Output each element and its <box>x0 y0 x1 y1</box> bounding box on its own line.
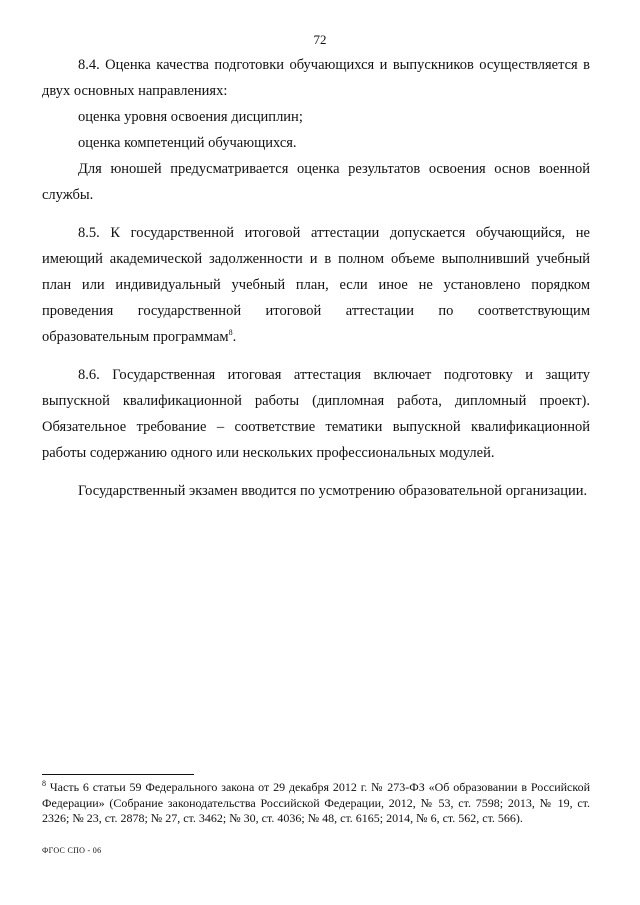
paragraph-8-5-end: . <box>232 329 237 345</box>
paragraph-8-4: 8.4. Оценка качества подготовки обучающихся и выпускников осуществляется в двух основных направлениях: <box>42 57 590 99</box>
footnote-reference: 8 <box>228 328 233 338</box>
paragraph-8-5-text: 8.5. К государственной итоговой аттестации допускается обучающийся, не имеющий академической задолженности и в полном объеме выполнивший учебный план или индивидуальный учебный план, если иное не установлено порядком проведения государственной итоговой аттестации по соответствующим образовательным программам <box>42 225 590 345</box>
paragraph-8-5 <box>42 220 590 350</box>
paragraph-state-exam: Государственный экзамен вводится по усмотрению образовательной организации. <box>78 483 588 499</box>
body-text <box>42 52 590 504</box>
page-number: 72 <box>313 32 327 47</box>
footnote-divider <box>42 774 194 775</box>
footnote-text: Часть 6 статьи 59 Федерального закона от 29 декабря 2012 г. № 273-ФЗ «Об образовании в Российской Федерации» (Собрание законодательства Российской Федерации, 2012, № 53, ст. 7598; 2013, № 19, ст. 2326; № 23, ст. 2878; № 27, ст. 3462; № 30, ст. 4036; № 48, ст. 6165; 2014, № 6, ст. 562, ст. 566). <box>42 780 591 825</box>
list-item-competencies: оценка компетенций обучающихся. <box>78 135 297 151</box>
document-code: ФГОС СПО - 06 <box>42 846 102 855</box>
footnote <box>42 780 590 827</box>
paragraph-8-6: 8.6. Государственная итоговая аттестация включает подготовку и защиту выпускной квалификационной работы (дипломная работа, дипломный проект). Обязательное требование – соответствие тематики выпускной квалификационной работы содержанию одного или нескольких профессиональных модулей. <box>42 367 590 461</box>
paragraph-military: Для юношей предусматривается оценка результатов освоения основ военной службы. <box>42 161 590 203</box>
footnote-marker: 8 <box>42 779 46 788</box>
list-item-disciplines: оценка уровня освоения дисциплин; <box>78 109 303 125</box>
